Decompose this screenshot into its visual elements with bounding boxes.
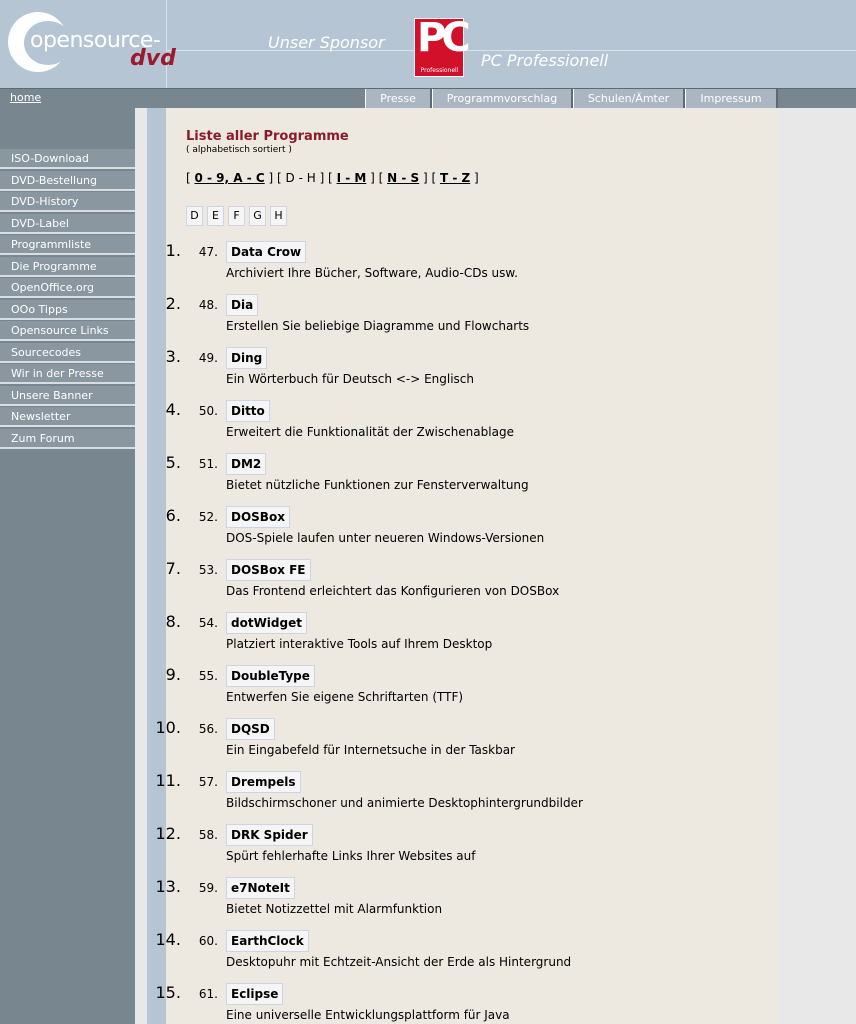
- program-link[interactable]: Eclipse: [226, 983, 283, 1005]
- sidebar-item-die-programme[interactable]: Die Programme: [0, 257, 135, 277]
- letter-link-d[interactable]: D: [186, 206, 203, 226]
- program-description: Erweitert die Funktionalität der Zwischenablage: [226, 425, 514, 439]
- nav-tab-impressum[interactable]: Impressum: [685, 89, 778, 108]
- list-item: [186, 983, 756, 1024]
- program-description: Ein Eingabefeld für Internetsuche in der Taskbar: [226, 743, 515, 757]
- program-description: Bietet nützliche Funktionen zur Fensterverwaltung: [226, 478, 529, 492]
- range-link-n-s[interactable]: N - S: [387, 171, 420, 185]
- sidebar-menu: [0, 149, 135, 450]
- list-item: [186, 347, 756, 400]
- program-description: Spürt fehlerhafte Links Ihrer Websites auf: [226, 849, 476, 863]
- program-number: 2. 48.: [198, 298, 218, 312]
- program-link[interactable]: DOSBox FE: [226, 559, 311, 581]
- sponsor-name: PC Professionell: [481, 51, 609, 70]
- range-link-t-z[interactable]: T - Z: [439, 171, 471, 185]
- nav-tab-programmvorschlag[interactable]: Programmvorschlag: [432, 89, 573, 108]
- program-number: 6. 52.: [198, 510, 218, 524]
- program-number: 3. 49.: [198, 351, 218, 365]
- program-description: Eine universelle Entwicklungsplattform für Java: [226, 1008, 510, 1022]
- program-link[interactable]: DM2: [226, 453, 266, 475]
- list-item: [186, 559, 756, 612]
- logo-text-bottom: dvd: [130, 46, 176, 71]
- sidebar-item-dvd-bestellung[interactable]: DVD-Bestellung: [0, 171, 135, 191]
- program-number: 7. 53.: [198, 563, 218, 577]
- program-link[interactable]: Dia: [226, 294, 258, 316]
- list-item: [186, 718, 756, 771]
- sidebar-item-programmliste[interactable]: Programmliste: [0, 235, 135, 255]
- sidebar: [0, 108, 135, 1024]
- program-number: 10. 56.: [198, 722, 218, 736]
- sidebar-item-newsletter[interactable]: Newsletter: [0, 407, 135, 427]
- nav-tab-schulen-aemter[interactable]: Schulen/Ämter: [573, 89, 685, 108]
- sidebar-item-dvd-history[interactable]: DVD-History: [0, 192, 135, 212]
- program-link[interactable]: dotWidget: [226, 612, 307, 634]
- sidebar-item-iso-download[interactable]: ISO-Download: [0, 149, 135, 169]
- program-link[interactable]: DQSD: [226, 718, 275, 740]
- program-description: Platziert interaktive Tools auf Ihrem Desktop: [226, 637, 493, 651]
- letter-link-g[interactable]: G: [249, 206, 266, 226]
- sponsor-logo-subtext: Professionell: [420, 67, 459, 74]
- list-item: [186, 241, 756, 294]
- list-item: [186, 824, 756, 877]
- program-description: Entwerfen Sie eigene Schriftarten (TTF): [226, 690, 464, 704]
- program-description: DOS-Spiele laufen unter neueren Windows-Versionen: [226, 531, 545, 545]
- range-link-i-m[interactable]: I - M: [336, 171, 367, 185]
- program-number: 5. 51.: [198, 457, 218, 471]
- site-logo[interactable]: [8, 12, 188, 82]
- list-item: [186, 877, 756, 930]
- sponsor-label: Unser Sponsor: [268, 33, 385, 52]
- top-nav-bar: [0, 88, 856, 108]
- program-number: 9. 55.: [198, 669, 218, 683]
- program-list: [186, 241, 756, 1024]
- list-item: [186, 294, 756, 347]
- program-list-panel: [166, 108, 779, 1024]
- sidebar-item-opensource-links[interactable]: Opensource Links: [0, 321, 135, 341]
- list-item: [186, 400, 756, 453]
- page-title: Liste aller Programme: [186, 129, 349, 144]
- list-item: [186, 453, 756, 506]
- program-number: 11. 57.: [198, 775, 218, 789]
- logo-text-top: opensource-: [30, 28, 161, 53]
- program-number: 14. 60.: [198, 934, 218, 948]
- sponsor-logo[interactable]: [414, 15, 466, 77]
- list-item: [186, 930, 756, 983]
- sidebar-item-unsere-banner[interactable]: Unsere Banner: [0, 386, 135, 406]
- program-link[interactable]: DRK Spider: [226, 824, 313, 846]
- list-item: [186, 771, 756, 824]
- list-item: [186, 506, 756, 559]
- home-link[interactable]: home: [10, 91, 42, 104]
- program-link[interactable]: DOSBox: [226, 506, 290, 528]
- letter-link-f[interactable]: F: [228, 206, 245, 226]
- program-number: 15. 61.: [198, 987, 218, 1001]
- sidebar-item-wir-in-der-presse[interactable]: Wir in der Presse: [0, 364, 135, 384]
- program-link[interactable]: Ditto: [226, 400, 270, 422]
- range-link-0-9-a-c[interactable]: 0 - 9, A - C: [194, 171, 265, 185]
- sidebar-item-zum-forum[interactable]: Zum Forum: [0, 429, 135, 449]
- program-link[interactable]: e7NoteIt: [226, 877, 295, 899]
- sidebar-item-dvd-label[interactable]: DVD-Label: [0, 214, 135, 234]
- program-link[interactable]: EarthClock: [226, 930, 309, 952]
- program-link[interactable]: DoubleType: [226, 665, 315, 687]
- right-margin: [779, 108, 856, 1024]
- sidebar-item-openoffice[interactable]: OpenOffice.org: [0, 278, 135, 298]
- range-current-d-h: D - H: [285, 171, 316, 185]
- program-link[interactable]: Data Crow: [226, 241, 306, 263]
- site-header: [0, 0, 856, 88]
- program-description: Bietet Notizzettel mit Alarmfunktion: [226, 902, 443, 916]
- program-description: Bildschirmschoner und animierte Desktophintergrundbilder: [226, 796, 583, 810]
- letter-jump-bar: [186, 204, 291, 226]
- program-link[interactable]: Drempels: [226, 771, 301, 793]
- program-number: 13. 59.: [198, 881, 218, 895]
- program-description: Ein Wörterbuch für Deutsch <-> Englisch: [226, 372, 474, 386]
- program-description: Das Frontend erleichtert das Konfigurieren von DOSBox: [226, 584, 560, 598]
- program-description: Desktopuhr mit Echtzeit-Ansicht der Erde als Hintergrund: [226, 955, 572, 969]
- letter-link-e[interactable]: E: [207, 206, 224, 226]
- program-number: 12. 58.: [198, 828, 218, 842]
- program-description: Erstellen Sie beliebige Diagramme und Flowcharts: [226, 319, 530, 333]
- alphabet-range-nav: [ 0 - 9, A - C ] [ D - H ] [ I - M ] [ N - S ] [ T - Z ]: [186, 171, 479, 185]
- list-item: [186, 612, 756, 665]
- sponsor-logo-text: PC: [417, 15, 466, 61]
- program-description: Archiviert Ihre Bücher, Software, Audio-CDs usw.: [226, 266, 518, 280]
- program-number: 4. 50.: [198, 404, 218, 418]
- list-item: [186, 665, 756, 718]
- sidebar-item-ooo-tipps[interactable]: OOo Tipps: [0, 300, 135, 320]
- program-number: 8. 54.: [198, 616, 218, 630]
- page-subtitle: ( alphabetisch sortiert ): [186, 145, 292, 155]
- program-link[interactable]: Ding: [226, 347, 267, 369]
- sidebar-item-sourcecodes[interactable]: Sourcecodes: [0, 343, 135, 363]
- program-number: 1. 47.: [198, 245, 218, 259]
- letter-link-h[interactable]: H: [270, 206, 287, 226]
- nav-tab-presse[interactable]: Presse: [365, 89, 432, 108]
